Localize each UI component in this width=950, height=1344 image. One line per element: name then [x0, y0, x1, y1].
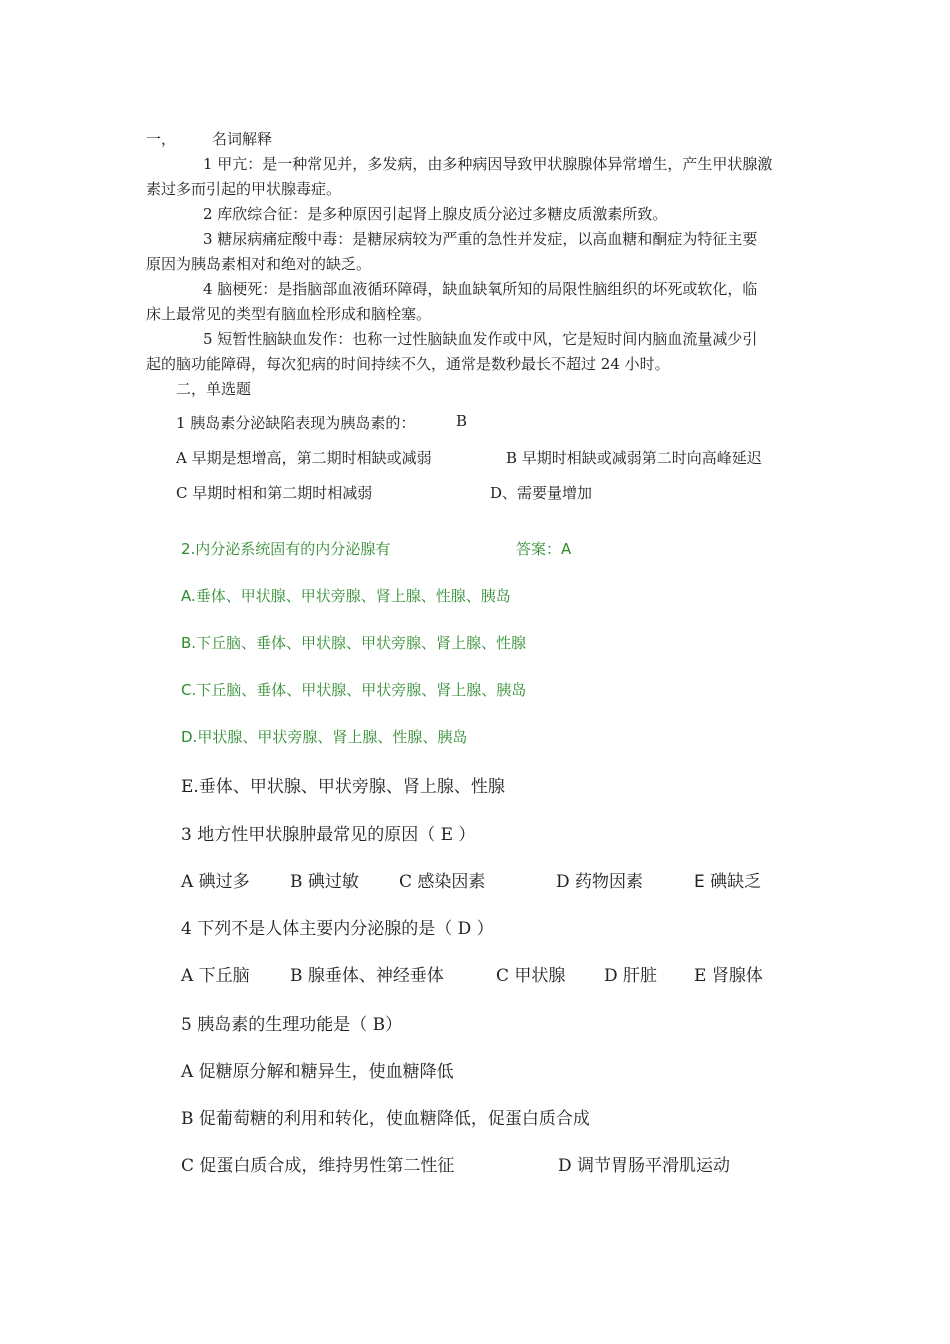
q3-option-c: C 感染因素 [399, 872, 486, 892]
section1-number: 一， [146, 130, 177, 148]
definition-1-line-2: 素过多而引起的甲状腺毒症。 [146, 180, 342, 198]
q2-stem: 2.内分泌系统固有的内分泌腺有 [181, 540, 391, 558]
q5-option-b: B 促葡萄糖的利用和转化，使血糖降低，促蛋白质合成 [181, 1109, 590, 1129]
q3-stem: 3 地方性甲状腺肿最常见的原因（ E ） [181, 825, 476, 845]
q2-option-e: E.垂体、甲状腺、甲状旁腺、肾上腺、性腺 [181, 777, 505, 797]
q4-option-d: D 肝脏 [604, 966, 658, 986]
q4-option-c: C 甲状腺 [496, 966, 566, 986]
definition-5-line-2: 起的脑功能障碍，每次犯病的时间持续不久，通常是数秒最长不超过 24 小时。 [146, 355, 670, 373]
q5-option-d: D 调节胃肠平滑肌运动 [558, 1156, 731, 1176]
q4-stem: 4 下列不是人体主要内分泌腺的是（ D ） [181, 919, 494, 939]
section2-title: 二，单选题 [176, 380, 252, 398]
definition-4-line-1: 4 脑梗死：是指脑部血液循环障碍，缺血缺氧所知的局限性脑组织的坏死或软化，临 [203, 280, 758, 298]
q2-answer: 答案：A [516, 540, 572, 558]
q2-option-d: D.甲状腺、甲状旁腺、肾上腺、性腺、胰岛 [181, 728, 468, 746]
q2-option-b: B.下丘脑、垂体、甲状腺、甲状旁腺、肾上腺、性腺 [181, 634, 527, 652]
q1-option-d: D、需要量增加 [490, 484, 593, 502]
q4-option-b: B 腺垂体、神经垂体 [290, 966, 444, 986]
q4-option-e: E 肾腺体 [694, 966, 763, 986]
q1-option-c: C 早期时相和第二期时相减弱 [176, 484, 373, 502]
definition-3-line-2: 原因为胰岛素相对和绝对的缺乏。 [146, 255, 372, 273]
q5-option-a: A 促糖原分解和糖异生，使血糖降低 [181, 1062, 454, 1082]
definition-1-line-1: 1 甲亢：是一种常见并，多发病，由多种病因导致甲状腺腺体异常增生，产生甲状腺激 [203, 155, 773, 173]
q1-stem: 1 胰岛素分泌缺陷表现为胰岛素的： [176, 414, 416, 432]
definition-3-line-1: 3 糖尿病痛症酸中毒：是糖尿病较为严重的急性并发症，以高血糖和酮症为特征主要 [203, 230, 758, 248]
q2-option-a: A.垂体、甲状腺、甲状旁腺、肾上腺、性腺、胰岛 [181, 587, 511, 605]
q3-option-d: D 药物因素 [556, 872, 644, 892]
q1-option-a: A 早期是想增高，第二期时相缺或减弱 [176, 449, 432, 467]
q1-answer: B [456, 412, 468, 430]
definition-4-line-2: 床上最常见的类型有脑血栓形成和脑栓塞。 [146, 305, 432, 323]
q5-stem: 5 胰岛素的生理功能是（ B） [181, 1015, 403, 1035]
q5-option-c: C 促蛋白质合成，维持男性第二性征 [181, 1156, 455, 1176]
q1-option-b: B 早期时相缺或减弱第二时向高峰延迟 [506, 449, 762, 467]
q3-option-a: A 碘过多 [181, 872, 250, 892]
definition-2-line-1: 2 库欣综合征：是多种原因引起肾上腺皮质分泌过多糖皮质激素所致。 [203, 205, 668, 223]
definition-5-line-1: 5 短暂性脑缺血发作：也称一过性脑缺血发作或中风，它是短时间内脑血流量减少引 [203, 330, 758, 348]
q3-option-e: E 碘缺乏 [694, 872, 762, 892]
q3-option-b: B 碘过敏 [290, 872, 359, 892]
q2-option-c: C.下丘脑、垂体、甲状腺、甲状旁腺、肾上腺、胰岛 [181, 681, 527, 699]
section1-title: 名词解释 [212, 130, 273, 148]
q4-option-a: A 下丘脑 [181, 966, 250, 986]
